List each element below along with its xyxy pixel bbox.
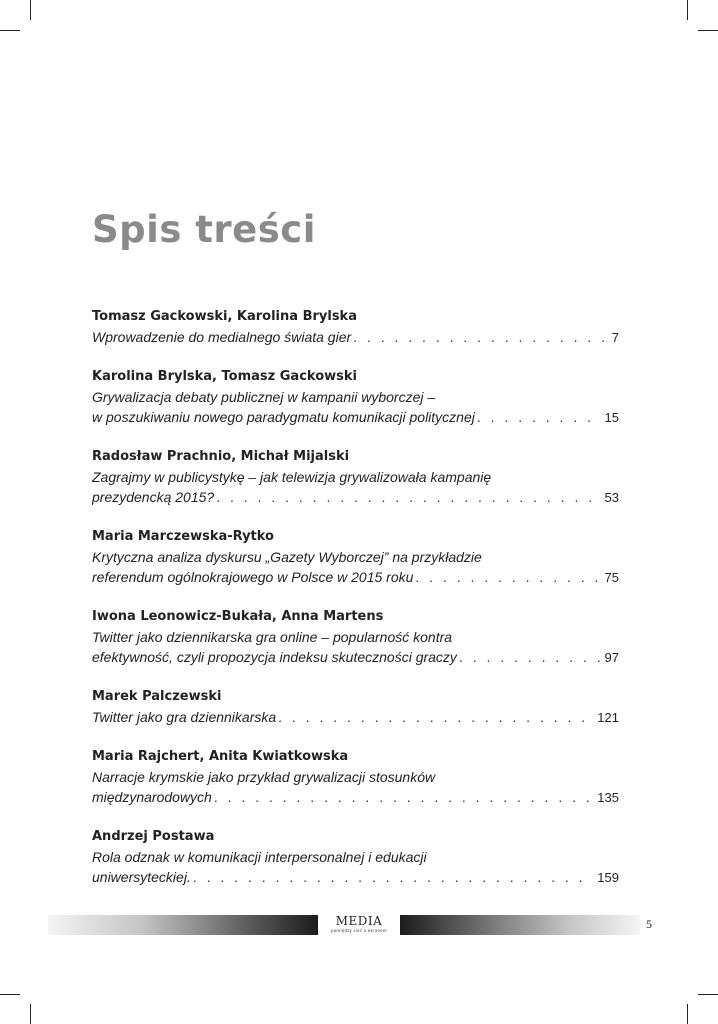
- crop-mark: [30, 0, 31, 20]
- dot-leader: [193, 867, 593, 887]
- toc-entry-title-text: Twitter jako gra dziennikarska: [92, 709, 277, 725]
- toc-entry: [92, 367, 619, 427]
- crop-mark: [698, 994, 718, 995]
- crop-mark: [698, 30, 718, 31]
- dot-leader: [216, 487, 600, 507]
- toc-entry-title-line: [92, 787, 619, 807]
- crop-mark: [687, 1004, 688, 1024]
- crop-mark: [0, 30, 20, 31]
- toc-entry-title-line: [92, 707, 619, 727]
- toc-entry-title-line: [92, 647, 619, 667]
- toc-entry-title-text: uniwersyteckiej.: [92, 869, 191, 885]
- toc-entry-authors: Andrzej Postawa: [92, 829, 215, 844]
- crop-mark: [687, 0, 688, 20]
- toc-entry-title-text: w poszukiwaniu nowego paradygmatu komunikacji politycznej: [92, 409, 475, 425]
- crop-mark: [0, 994, 20, 995]
- toc-entry: [92, 827, 619, 887]
- toc-entry-title-line: [92, 407, 619, 427]
- footer-gradient-bar-left: [48, 915, 318, 935]
- toc-entry-authors: Tomasz Gackowski, Karolina Brylska: [92, 309, 357, 324]
- toc-entry-title-text: efektywność, czyli propozycja indeksu skuteczności graczy: [92, 649, 457, 665]
- toc-entry-page: 15: [604, 410, 619, 425]
- dot-leader: [353, 327, 608, 347]
- dot-leader: [459, 647, 601, 667]
- toc-entry-authors: Maria Rajchert, Anita Kwiatkowska: [92, 749, 349, 764]
- toc-entry-page: 121: [597, 710, 619, 725]
- toc-entry-title-line: [92, 867, 619, 887]
- toc-entry: [92, 447, 619, 507]
- dot-leader: [278, 707, 593, 727]
- toc-entry: [92, 687, 619, 727]
- toc-entry-title-line: [92, 327, 619, 347]
- page-number: 5: [646, 917, 652, 931]
- toc-entry-title-text: Wprowadzenie do medialnego świata gier: [92, 329, 352, 345]
- toc-entry-authors: Maria Marczewska-Rytko: [92, 529, 274, 544]
- logo-text: MEDIA: [335, 914, 383, 928]
- toc-entry-title-line: Twitter jako dziennikarska gra online – popularność kontra: [92, 629, 453, 645]
- toc-entry-title-text: międzynarodowych: [92, 789, 212, 805]
- journal-logo: [327, 914, 391, 934]
- toc-entry-title-line: Narracje krymskie jako przykład grywalizacji stosunków: [92, 769, 436, 785]
- toc-entry-page: 75: [604, 570, 619, 585]
- toc-entry-page: 159: [597, 870, 619, 885]
- toc-entry-title-line: Zagrajmy w publicystykę – jak telewizja grywalizowała kampanię: [92, 469, 492, 485]
- toc-entry-authors: Marek Palczewski: [92, 689, 222, 704]
- crop-mark: [30, 1004, 31, 1024]
- toc-entry-authors: Radosław Prachnio, Michał Mijalski: [92, 449, 350, 464]
- toc-entry-page: 97: [604, 650, 619, 665]
- table-of-contents: [92, 307, 619, 907]
- toc-entry: [92, 747, 619, 807]
- toc-entry-title-line: Rola odznak w komunikacji interpersonalnej i edukacji: [92, 849, 427, 865]
- toc-entry-title-line: Grywalizacja debaty publicznej w kampanii wyborczej –: [92, 389, 436, 405]
- dot-leader: [415, 567, 600, 587]
- toc-entry: [92, 607, 619, 667]
- toc-entry: [92, 307, 619, 347]
- footer-gradient-bar-right: [400, 915, 640, 935]
- toc-entry-title-text: prezydencką 2015?: [92, 489, 215, 505]
- logo-subtext: pomiędzy sieć a ekranem: [331, 928, 387, 933]
- toc-entry-authors: Iwona Leonowicz-Bukała, Anna Martens: [92, 609, 384, 624]
- toc-entry-title-line: [92, 567, 619, 587]
- toc-entry-title-line: Krytyczna analiza dyskursu „Gazety Wyborczej” na przykładzie: [92, 549, 482, 565]
- toc-entry-title-text: referendum ogólnokrajowego w Polsce w 2015 roku: [92, 569, 414, 585]
- dot-leader: [214, 787, 593, 807]
- toc-entry-authors: Karolina Brylska, Tomasz Gackowski: [92, 369, 357, 384]
- toc-entry-page: 135: [597, 790, 619, 805]
- page-footer: [48, 914, 668, 936]
- toc-entry-page: 53: [604, 490, 619, 505]
- toc-entry-title-line: [92, 487, 619, 507]
- toc-entry: [92, 527, 619, 587]
- toc-entry-page: 7: [611, 330, 619, 345]
- dot-leader: [477, 407, 601, 427]
- page-title: Spis treści: [92, 208, 316, 251]
